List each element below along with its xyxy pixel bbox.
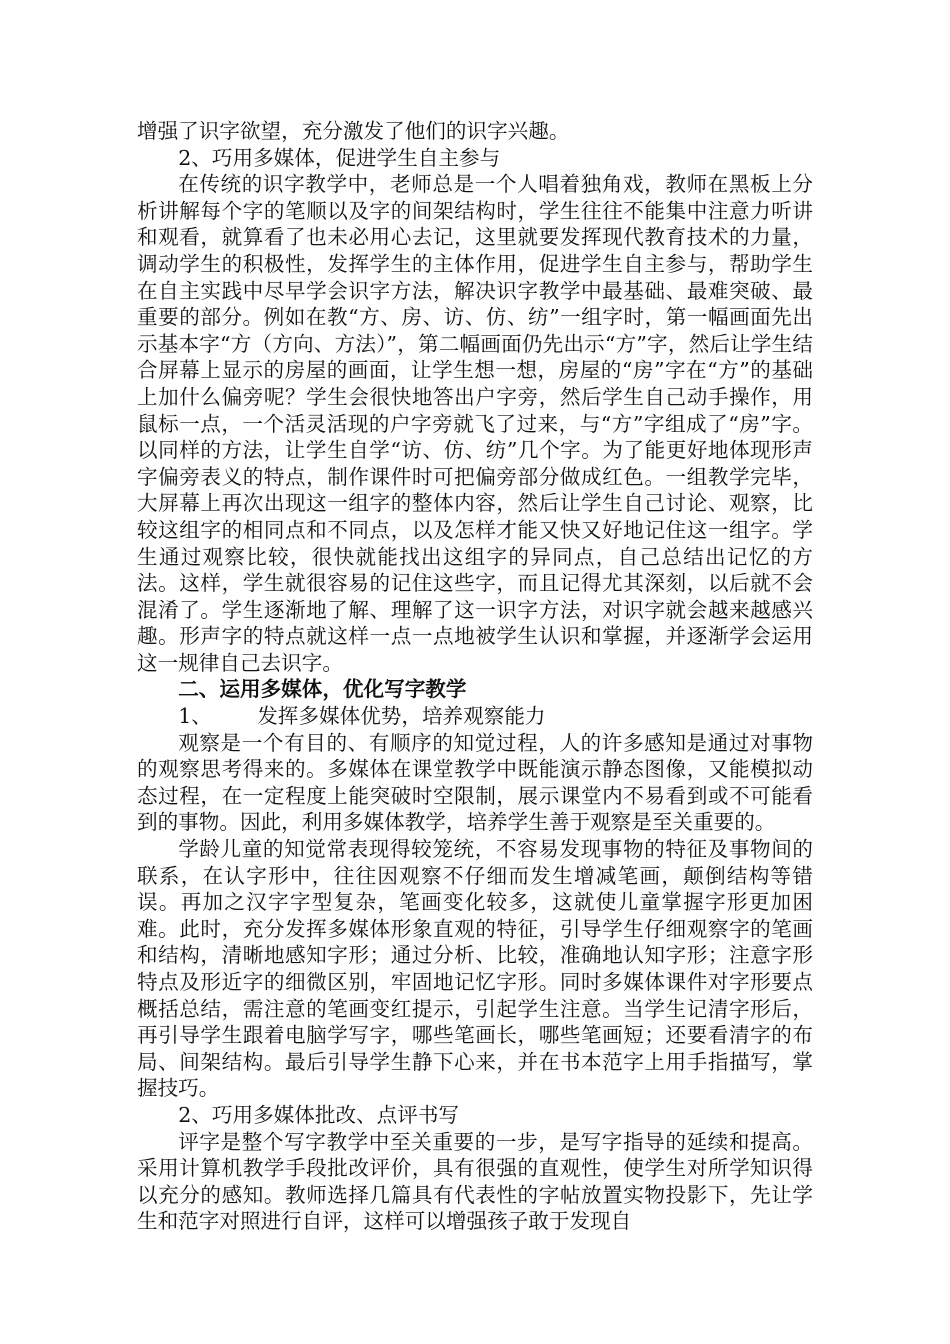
section-heading-writing: 二、运用多媒体，优化写字教学 <box>178 677 467 702</box>
subheading-number: 1、 <box>178 704 212 729</box>
subheading-text: 发挥多媒体优势，培养观察能力 <box>257 704 546 729</box>
paragraph-traditional-teaching: 在传统的识字教学中，老师总是一个人唱着独角戏，教师在黑板上分析讲解每个字的笔顺以及字的间架结构时，学生往往不能集中注意力听讲和观看，就算看了也未必用心去记，这里就要发挥现代教育技术的力量，调动学生的积极性，发挥学生的主体作用，促进学生自主参与，帮助学生在自主实践中尽早学会识字方法，解决识字教学中最基础、最难突破、最重要的部分。例如在教“方、房、访、仿、纺”一组字时，第一幅画面先出示基本字“方（方向、方法）”，第二幅画面仍先出示“方”字，然后让学生结合屏幕上显示的房屋的画面，让学生想一想，房屋的“房”字在“方”的基础上加什么偏旁呢？学生会很快地答出户字旁，然后学生自己动手操作，用鼠标一点，一个活灵活现的户字旁就飞了过来，与“方”字组成了“房”字。以同样的方法，让学生自学“访、仿、纺”几个字。为了能更好地体现形声字偏旁表义的特点，制作课件时可把偏旁部分做成红色。一组教学完毕，大屏幕上再次出现这一组字的整体内容，然后让学生自己讨论、观察，比较这组字的相同点和不同点，以及怎样才能又快又好地记住这一组字。学生通过观察比较，很快就能找出这组字的异同点，自己总结出记忆的方法。这样，学生就很容易的记住这些字，而且记得尤其深刻，以后就不会混淆了。学生逐渐地了解、理解了这一识字方法，对识字就会越来越感兴趣。形声字的特点就这样一点一点地被学生认识和掌握，并逐渐学会运用这一规律自己去识字。 <box>137 172 813 675</box>
paragraph-evaluation: 评字是整个写字教学中至关重要的一步，是写字指导的延续和提高。采用计算机教学手段批改评价，具有很强的直观性，使学生对所学知识得以充分的感知。教师选择几篇具有代表性的字帖放置实物投影下，先让学生和范字对照进行自评，这样可以增强孩子敢于发现自 <box>137 1129 813 1234</box>
subheading-multimedia-participation: 2、巧用多媒体，促进学生自主参与 <box>178 145 501 170</box>
paragraph-children-perception: 学龄儿童的知觉常表现得较笼统，不容易发现事物的特征及事物间的联系，在认字形中，往往因观察不仔细而发生增减笔画，颠倒结构等错误。再加之汉字字型复杂，笔画变化较多，这就使儿童掌握字形更加困难。此时，充分发挥多媒体形象直观的特征，引导学生仔细观察字的笔画和结构，清晰地感知字形；通过分析、比较，准确地认知字形；注意字形特点及形近字的细微区别，牢固地记忆字形。同时多媒体课件对字形要点概括总结，需注意的笔画变红提示，引起学生注意。当学生记清字形后，再引导学生跟着电脑学写字，哪些笔画长，哪些笔画短；还要看清字的布局、间架结构。最后引导学生静下心来，并在书本范字上用手指描写，掌握技巧。 <box>137 837 813 1101</box>
paragraph-observation: 观察是一个有目的、有顺序的知觉过程，人的许多感知是通过对事物的观察思考得来的。多媒体在课堂教学中既能演示静态图像，又能模拟动态过程，在一定程度上能突破时空限制，展示课堂内不易看到或不可能看到的事物。因此，利用多媒体教学，培养学生善于观察是至关重要的。 <box>137 730 813 835</box>
paragraph-continuation: 增强了识字欲望，充分激发了他们的识字兴趣。 <box>137 119 570 143</box>
subheading-observation-ability <box>137 703 813 730</box>
document-page <box>137 118 813 1235</box>
subheading-correction: 2、巧用多媒体批改、点评书写 <box>178 1102 460 1127</box>
